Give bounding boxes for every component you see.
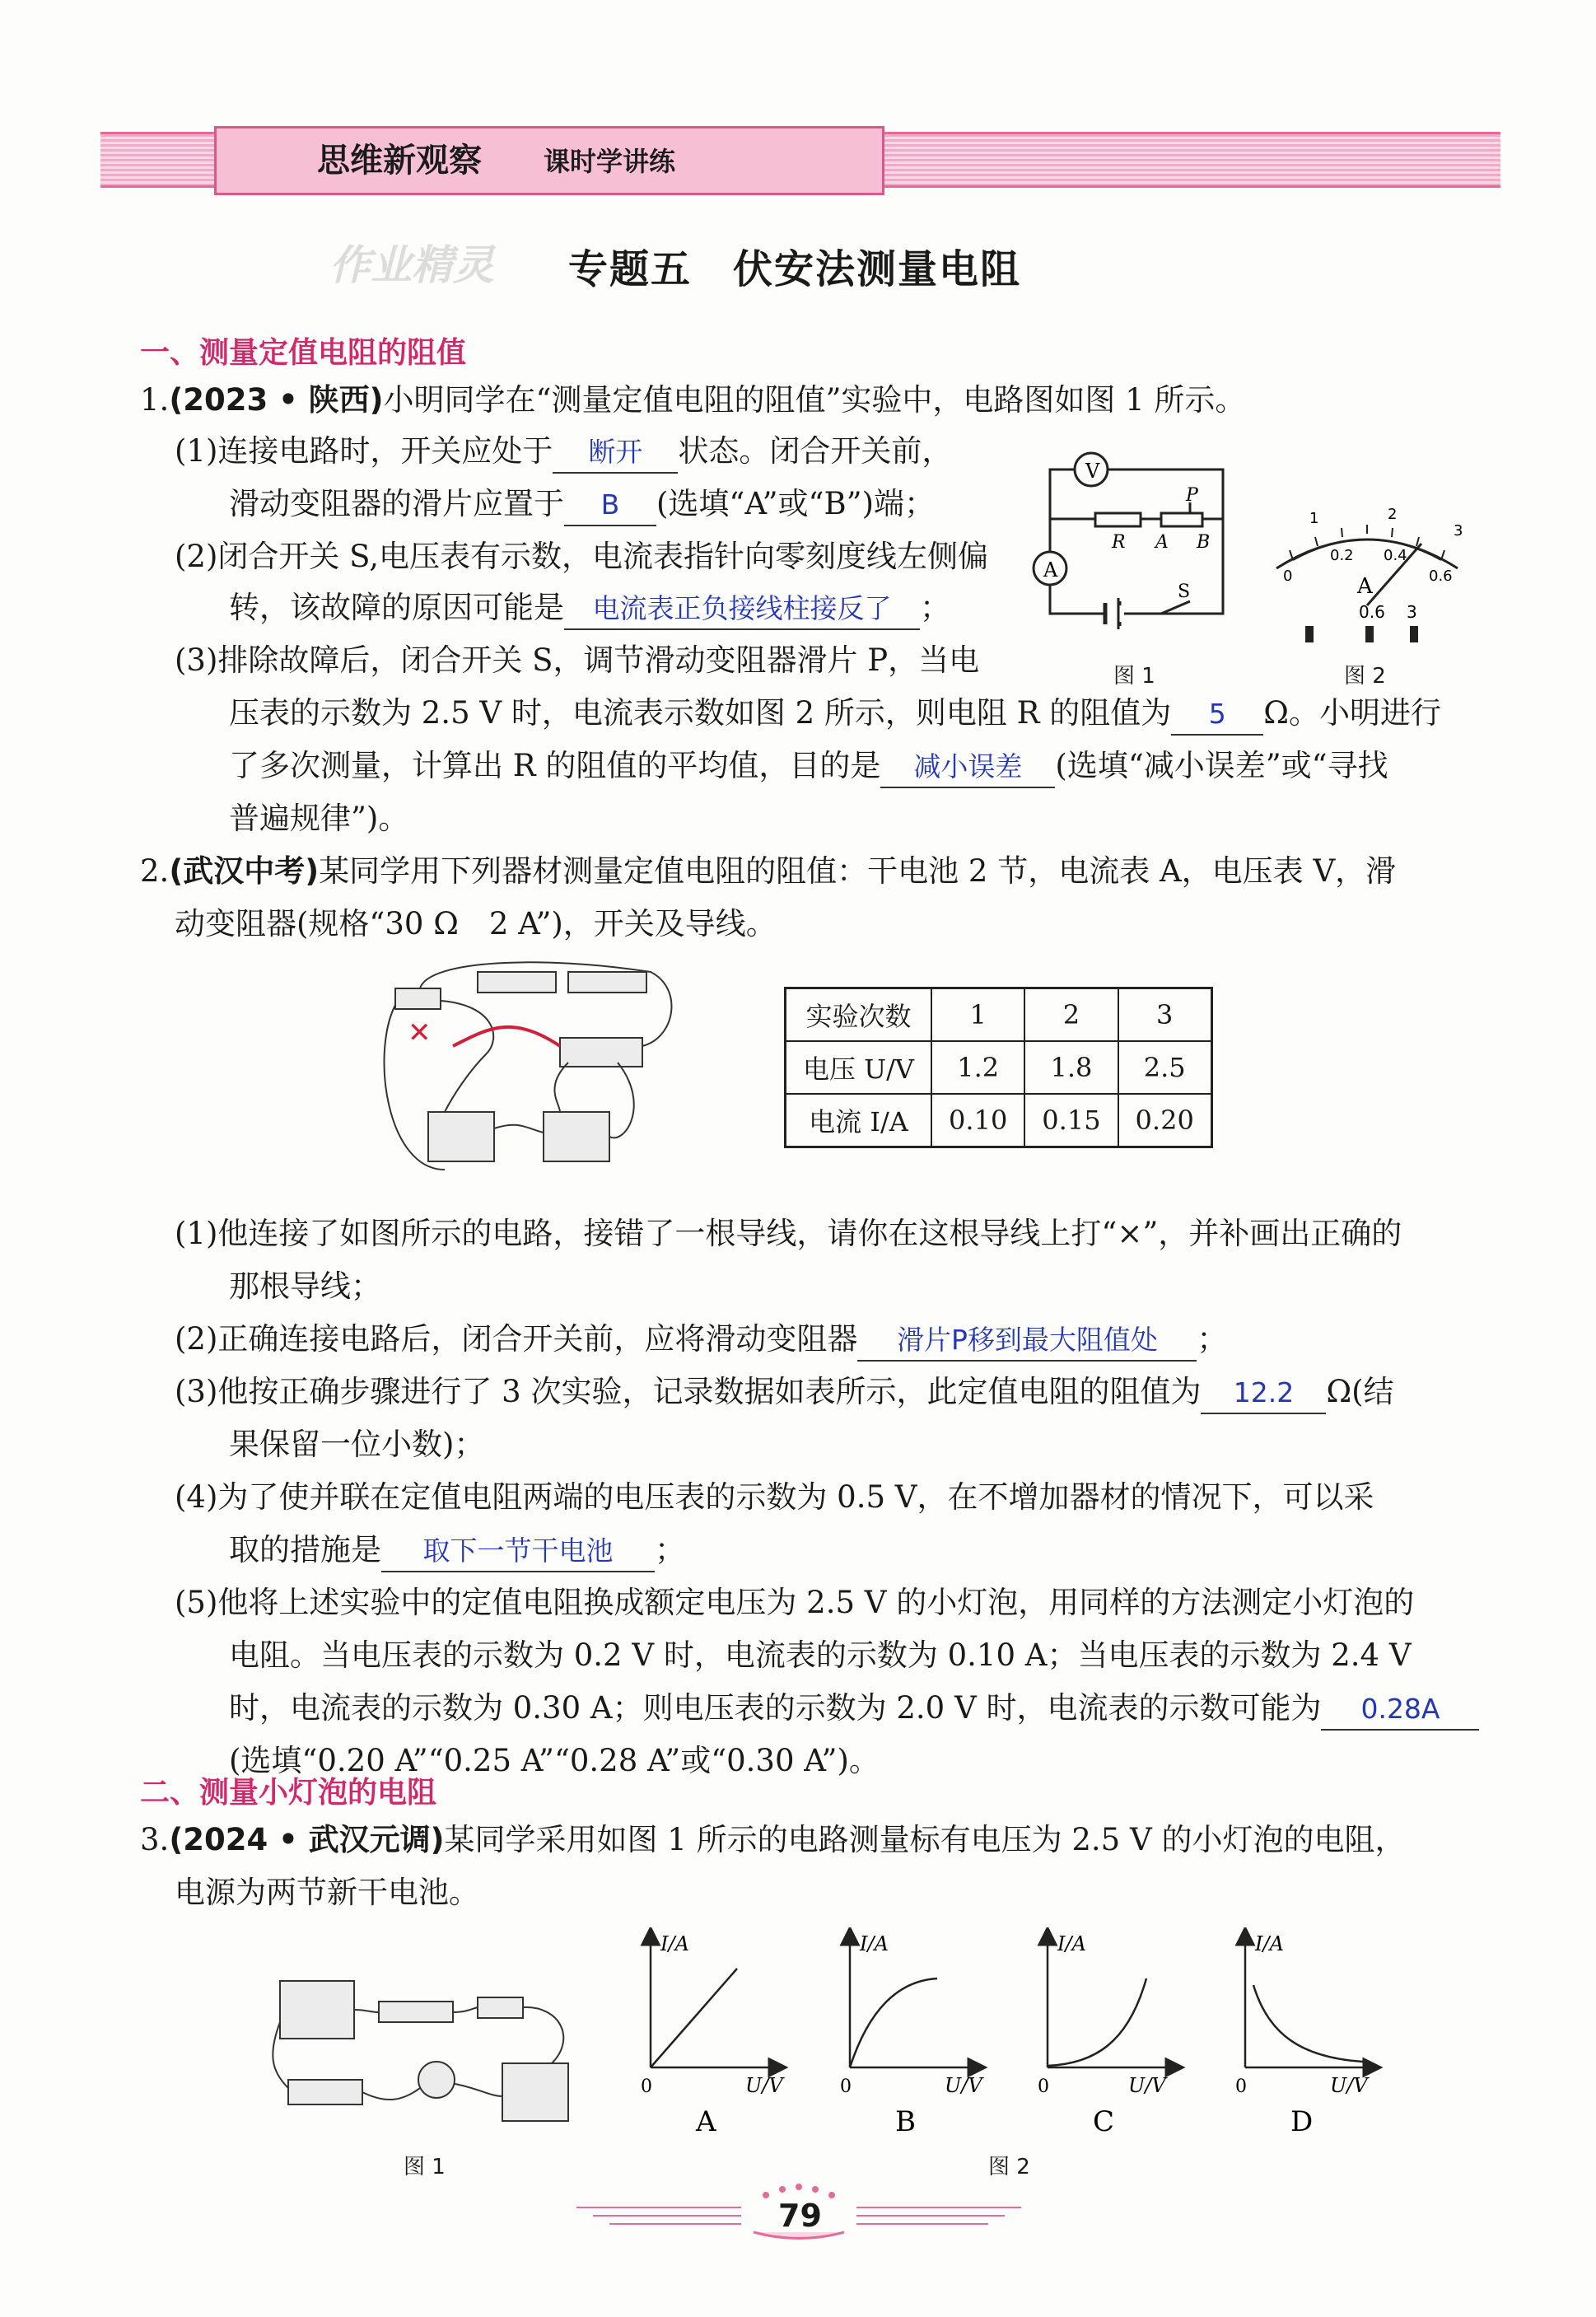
q2-part5d: (选填“0.20 A”“0.25 A”“0.28 A”或“0.30 A”)。 — [229, 1743, 880, 1778]
graph-c-ylabel: I/A — [1057, 1932, 1086, 1955]
table-cell: 0.10 — [931, 1094, 1024, 1147]
graph-a — [641, 1932, 785, 2138]
q2-stem-1 — [140, 852, 1396, 891]
graph-c-xlabel: U/V — [1128, 2074, 1166, 2097]
page-number: 79 — [778, 2198, 822, 2234]
q3-graphs — [634, 1927, 1392, 2142]
q1-answer-2[interactable]: B — [564, 485, 656, 526]
graph-b-ylabel: I/A — [860, 1932, 889, 1955]
q1-text: 压表的示数为 2.5 V 时，电流表示数如图 2 所示，则电阻 R 的阻值为 — [229, 695, 1172, 731]
dial-tick-04: 0.4 — [1384, 547, 1407, 564]
q1-answer-5[interactable]: 减小误差 — [880, 747, 1055, 788]
q2-answer-3[interactable]: 取下一节干电池 — [381, 1531, 655, 1572]
header-subtitle: 课时学讲练 — [544, 146, 676, 177]
q1-fig1-caption: 图 1 — [1113, 664, 1155, 689]
dial-top-2: 2 — [1388, 506, 1398, 523]
voltmeter-label: V — [1085, 460, 1100, 483]
q2-answer-2[interactable]: 12.2 — [1201, 1373, 1326, 1414]
q2-text: 取的措施是 — [229, 1532, 381, 1567]
q1-answer-1[interactable]: 断开 — [553, 432, 678, 474]
watermark-logo: 作业精灵 — [329, 241, 494, 289]
q2-part3b: 果保留一位小数)； — [229, 1427, 485, 1462]
q1-part3d: 普遍规律”)。 — [229, 801, 409, 836]
q2-data-table — [784, 987, 1213, 1148]
dial-tick-02: 0.2 — [1330, 547, 1354, 564]
dial-tick-06: 0.6 — [1429, 568, 1453, 585]
switch-label: S — [1178, 582, 1191, 602]
q3-apparatus-illustration — [272, 1973, 585, 2137]
error-cross-icon: ✕ — [408, 1016, 432, 1049]
graph-d-xlabel: U/V — [1330, 2074, 1368, 2097]
dial-tick-0: 0 — [1283, 568, 1293, 585]
resistor-label: R — [1112, 532, 1126, 553]
graph-b-origin: 0 — [840, 2076, 852, 2097]
q1-text: 了多次测量，计算出 R 的阻值的平均值，目的是 — [229, 748, 881, 783]
graph-b — [840, 1932, 984, 2138]
table-cell: 实验次数 — [786, 988, 932, 1042]
table-row — [786, 1041, 1212, 1094]
q2-stem-2: 动变阻器(规格“30 Ω 2 A”)，开关及导线。 — [175, 906, 777, 941]
q2-part2 — [175, 1320, 1227, 1362]
q1-part3a: (3)排除故障后，闭合开关 S，调节滑动变阻器滑片 P，当电 — [175, 642, 980, 678]
q2-part3a — [175, 1372, 1394, 1414]
ammeter-label: A — [1043, 558, 1058, 582]
graph-c-origin: 0 — [1038, 2076, 1049, 2097]
q1-fig2-caption: 图 2 — [1344, 664, 1386, 689]
table-row — [786, 988, 1212, 1042]
dial-top-1: 1 — [1309, 510, 1319, 527]
q3-stem-text: 某同学采用如图 1 所示的电路测量标有电压为 2.5 V 的小灯泡的电阻， — [444, 1822, 1406, 1857]
q2-part5b: 电阻。当电压表的示数为 0.2 V 时，电流表的示数为 0.10 A；当电压表的示数为 2.4 V — [229, 1637, 1412, 1673]
q3-fig1-caption: 图 1 — [404, 2155, 446, 2179]
terminal-3: 3 — [1407, 602, 1417, 622]
dial-top-3: 3 — [1454, 522, 1463, 540]
q2-answer-1[interactable]: 滑片P移到最大阻值处 — [857, 1320, 1197, 1362]
q2-number: 2. — [140, 853, 170, 889]
q3-stem-2: 电源为两节新干电池。 — [175, 1875, 479, 1910]
q2-part4b — [229, 1530, 685, 1572]
q2-part1a: (1)他连接了如图所示的电路，接错了一根导线，请你在这根导线上打“×”，并补画出正确的 — [175, 1216, 1402, 1251]
dial-unit: A — [1357, 574, 1373, 599]
q2-text: ； — [655, 1532, 685, 1567]
q1-text: (选填“A”或“B”)端； — [656, 486, 936, 521]
table-cell: 3 — [1118, 988, 1212, 1042]
graph-d-ylabel: I/A — [1255, 1932, 1284, 1955]
table-cell: 1.8 — [1024, 1041, 1118, 1094]
q1-text: Ω。小明进行 — [1263, 695, 1441, 731]
table-cell: 0.15 — [1024, 1094, 1118, 1147]
q1-circuit-diagram — [1029, 445, 1244, 634]
table-row — [786, 1094, 1212, 1147]
q1-part3c — [229, 746, 1388, 788]
q2-text: 时，电流表的示数为 0.30 A；则电压表的示数为 2.0 V 时，电流表的示数可能为 — [229, 1690, 1322, 1726]
q2-part5c — [229, 1689, 1479, 1731]
table-cell: 电流 I/A — [786, 1094, 932, 1147]
q1-part1a — [175, 432, 952, 474]
table-cell: 2.5 — [1118, 1041, 1212, 1094]
q2-apparatus-illustration — [379, 955, 692, 1194]
header-title: 思维新观察 — [317, 142, 482, 180]
graph-a-ylabel: I/A — [660, 1932, 689, 1955]
q2-answer-4[interactable]: 0.28A — [1321, 1689, 1479, 1731]
slider-label: P — [1186, 485, 1198, 506]
q1-source: (2023 • 陕西) — [169, 382, 384, 418]
q1-text: ； — [920, 590, 950, 625]
q1-stem — [140, 381, 1245, 420]
table-cell: 1 — [931, 988, 1024, 1042]
section-heading-1: 一、测量定值电阻的阻值 — [140, 336, 467, 370]
end-b-label: B — [1197, 532, 1211, 553]
q3-number: 3. — [140, 1822, 170, 1857]
q1-ammeter-dial — [1260, 494, 1474, 651]
graph-a-xlabel: U/V — [745, 2074, 783, 2097]
graph-c-letter: C — [1093, 2105, 1115, 2138]
q1-answer-4[interactable]: 5 — [1171, 694, 1263, 736]
q3-source: (2024 • 武汉元调) — [169, 1822, 445, 1857]
graph-b-xlabel: U/V — [945, 2074, 982, 2097]
graph-c — [1038, 1932, 1175, 2138]
page-title: 专题五 伏安法测量电阻 — [568, 246, 1022, 292]
q2-text: Ω(结 — [1326, 1374, 1394, 1409]
q2-part5a: (5)他将上述实验中的定值电阻换成额定电压为 2.5 V 的小灯泡，用同样的方法测定小灯泡的 — [175, 1585, 1415, 1620]
q2-part4a: (4)为了使并联在定值电阻两端的电压表的示数为 0.5 V，在不增加器材的情况下，可以采 — [175, 1479, 1374, 1515]
q1-text: 状态。闭合开关前， — [678, 433, 953, 469]
section-heading-2: 二、测量小灯泡的电阻 — [140, 1776, 437, 1810]
q3-stem-1 — [140, 1820, 1405, 1860]
table-cell: 2 — [1024, 988, 1118, 1042]
table-cell: 电压 U/V — [786, 1041, 932, 1094]
end-a-label: A — [1155, 532, 1169, 553]
table-cell: 0.20 — [1118, 1094, 1212, 1147]
q1-part2b — [229, 588, 950, 630]
terminal-06: 0.6 — [1359, 602, 1385, 622]
q1-part1b — [229, 484, 935, 526]
q1-stem-text: 小明同学在“测量定值电阻的阻值”实验中，电路图如图 1 所示。 — [383, 382, 1246, 418]
q1-text: (1)连接电路时，开关应处于 — [175, 433, 553, 469]
q1-text: 转，该故障的原因可能是 — [229, 590, 564, 625]
q1-text: 滑动变阻器的滑片应置于 — [229, 486, 564, 521]
q1-number: 1. — [140, 382, 170, 418]
q1-text: (选填“减小误差”或“寻找 — [1055, 748, 1388, 783]
q2-source: (武汉中考) — [169, 853, 320, 889]
q2-text: ； — [1197, 1321, 1228, 1357]
q1-part2a: (2)闭合开关 S,电压表有示数，电流表指针向零刻度线左侧偏 — [175, 539, 988, 574]
graph-a-letter: A — [696, 2105, 716, 2138]
q3-fig2-caption: 图 2 — [988, 2155, 1030, 2179]
q1-answer-3[interactable]: 电流表正负接线柱接反了 — [564, 589, 920, 630]
graph-b-letter: B — [895, 2105, 916, 2138]
graph-d — [1235, 1932, 1373, 2138]
table-cell: 1.2 — [931, 1041, 1024, 1094]
graph-d-letter: D — [1290, 2105, 1314, 2138]
q2-text: (3)他按正确步骤进行了 3 次实验，记录数据如表所示，此定值电阻的阻值为 — [175, 1374, 1202, 1409]
q2-part1b: 那根导线； — [229, 1268, 381, 1304]
graph-a-origin: 0 — [641, 2076, 652, 2097]
q2-stem-text: 某同学用下列器材测量定值电阻的阻值：干电池 2 节，电流表 A，电压表 V，滑 — [319, 853, 1397, 889]
q2-text: (2)正确连接电路后，闭合开关前，应将滑动变阻器 — [175, 1321, 858, 1357]
q1-part3b — [229, 694, 1441, 736]
graph-d-origin: 0 — [1235, 2076, 1247, 2097]
